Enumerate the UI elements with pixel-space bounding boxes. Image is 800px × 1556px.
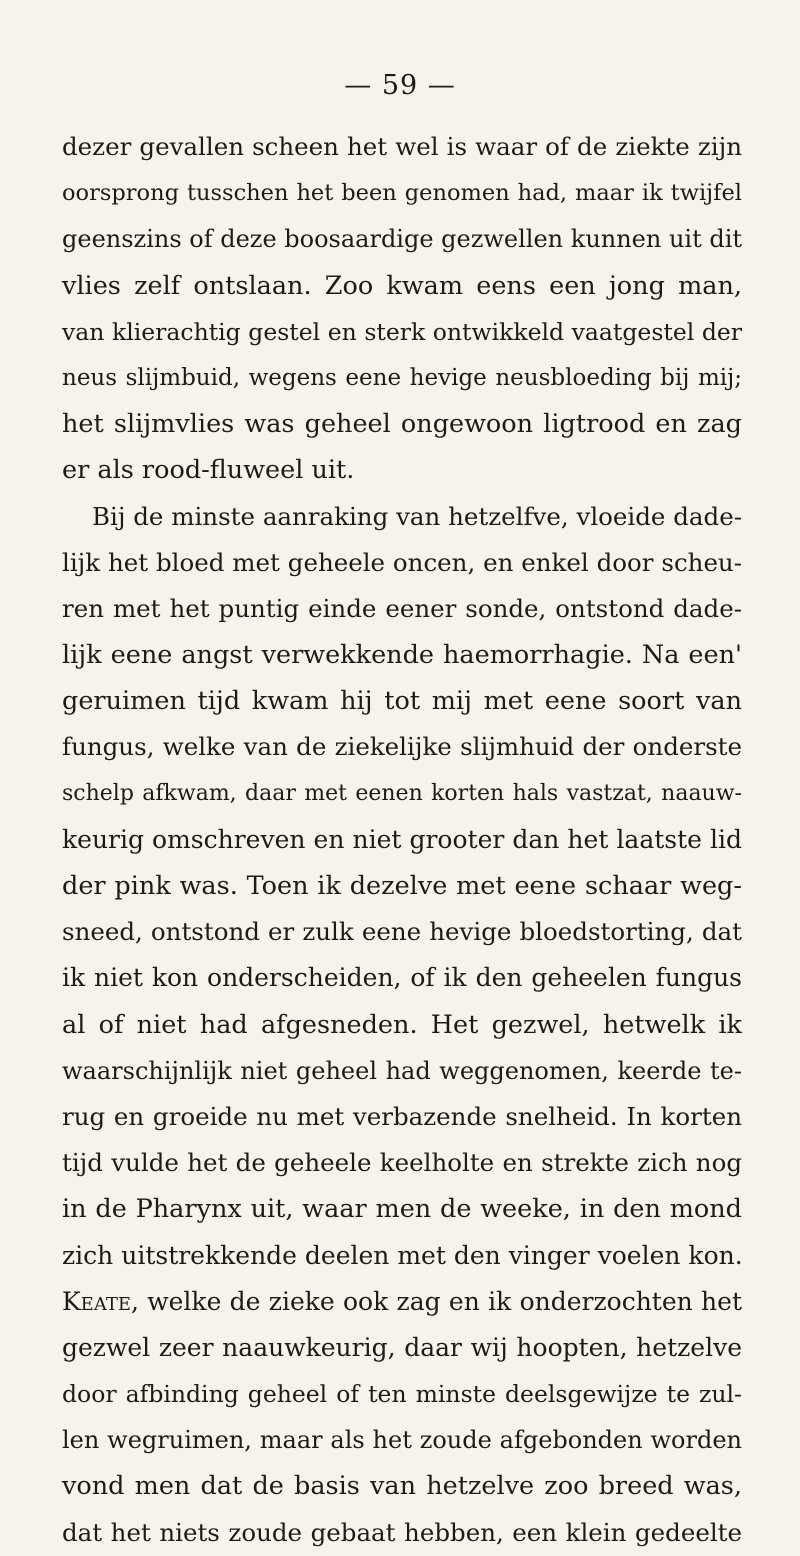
person-name: Keate bbox=[62, 1286, 131, 1316]
text-line: der pink was. Toen ik dezelve met eene schaar weg- bbox=[62, 871, 742, 901]
text-line: het slijmvlies was geheel ongewoon ligtrood en zag bbox=[62, 409, 742, 440]
text-line: neus slijmbuid, wegens eene hevige neusbloeding bij mij; bbox=[62, 364, 742, 391]
text-line: tijd vulde het de geheele keelholte en strekte zich nog bbox=[62, 1148, 742, 1178]
text-line: lijk het bloed met geheele oncen, en enkel door scheu- bbox=[62, 547, 742, 577]
text-line: door afbinding geheel of ten minste deelsgewijze te zul- bbox=[62, 1380, 742, 1409]
text-line: len wegruimen, maar als het zoude afgebonden worden bbox=[62, 1426, 742, 1455]
text-line: zich uitstrekkende deelen met den vinger voelen kon. bbox=[62, 1240, 743, 1270]
page-number: — 59 — bbox=[344, 70, 456, 101]
text-line: vond men dat de basis van hetzelve zoo breed was, bbox=[62, 1471, 742, 1502]
text-line: ren met het puntig einde eener sonde, ontstond dade- bbox=[62, 593, 742, 623]
text-line: lijk eene angst verwekkende haemorrhagie. Na een' bbox=[62, 640, 742, 671]
text-line: vlies zelf ontslaan. Zoo kwam eens een jong man, bbox=[62, 270, 742, 301]
text-line: rug en groeide nu met verbazende snelheid. In korten bbox=[62, 1101, 742, 1131]
text-line: in de Pharynx uit, waar men de weeke, in den mond bbox=[62, 1194, 742, 1225]
text-line: waarschijnlijk niet geheel had weggenomen, keerde te- bbox=[62, 1056, 742, 1085]
text-line: geenszins of deze boosaardige gezwellen kunnen uit dit bbox=[62, 225, 743, 254]
text-line: keurig omschreven en niet grooter dan het laatste lid bbox=[62, 824, 742, 854]
text-line bbox=[62, 1279, 742, 1325]
text-line: geruimen tijd kwam hij tot mij met eene soort van bbox=[62, 686, 742, 717]
text-line: van klierachtig gestel en sterk ontwikkeld vaatgestel der bbox=[62, 317, 742, 346]
body-text bbox=[62, 124, 742, 1556]
text-line: oorsprong tusschen het been genomen had, maar ik twijfel bbox=[62, 180, 742, 207]
text-line: fungus, welke van de ziekelijke slijmhuid der onderste bbox=[62, 732, 742, 762]
text-line: gezwel zeer naauwkeurig, daar wij hoopten, hetzelve bbox=[62, 1332, 742, 1362]
text-line: schelp afkwam, daar met eenen korten hals vastzat, naauw- bbox=[62, 780, 742, 806]
text-line: er als rood-fluweel uit. bbox=[62, 455, 355, 486]
line-text: , welke de zieke ook zag en ik onderzochten het bbox=[130, 1286, 742, 1316]
text-line: Bij de minste aanraking van hetzelfve, vloeide dade- bbox=[92, 501, 742, 531]
text-line: dezer gevallen scheen het wel is waar of de ziekte zijn bbox=[62, 132, 742, 161]
text-line: ik niet kon onderscheiden, of ik den geheelen fungus bbox=[62, 963, 742, 993]
text-line: dat het niets zoude gebaat hebben, een klein gedeelte bbox=[62, 1517, 742, 1547]
text-line: sneed, ontstond er zulk eene hevige bloedstorting, dat bbox=[62, 917, 742, 947]
text-line: al of niet had afgesneden. Het gezwel, hetwelk ik bbox=[62, 1009, 742, 1040]
